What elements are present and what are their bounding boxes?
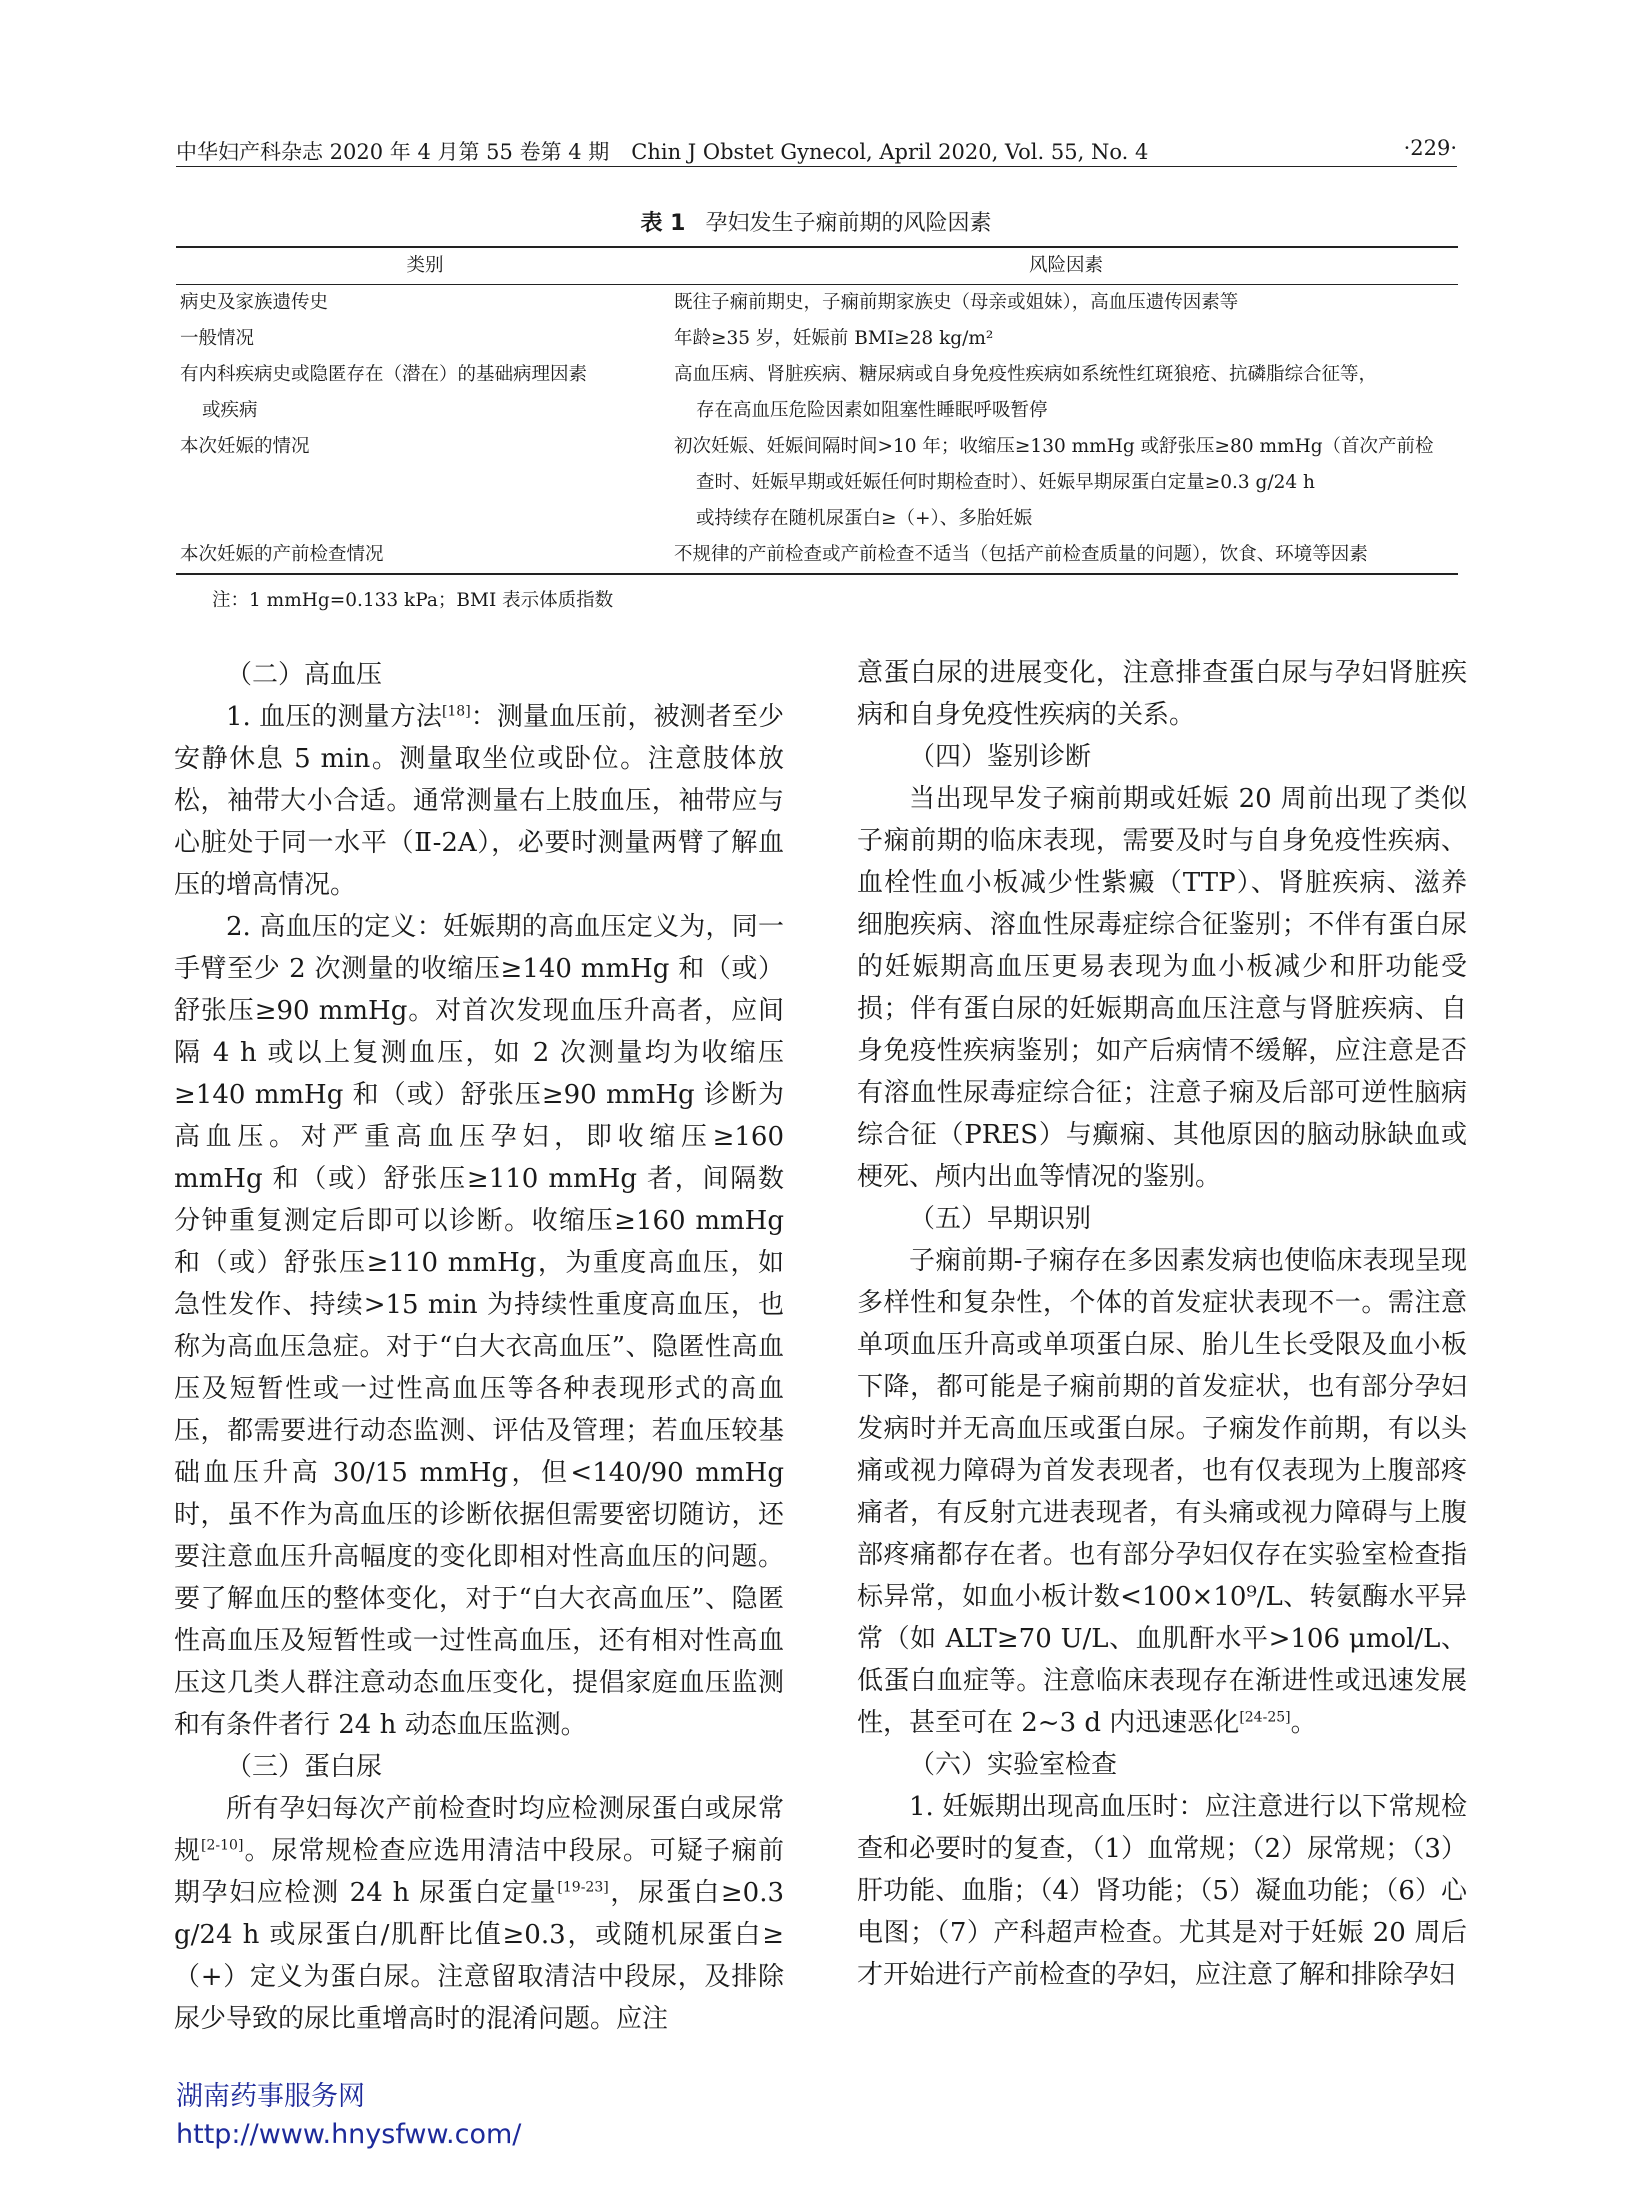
category-line: 或疾病 <box>202 400 258 421</box>
cell-risk-factor <box>674 321 1458 357</box>
category-line: 有内科疾病史或隐匿存在（潜在）的基础病理因素 <box>180 364 588 385</box>
cell-risk-factor <box>674 285 1458 322</box>
category-line: 本次妊娠的产前检查情况 <box>180 544 384 565</box>
running-header <box>176 136 1457 167</box>
table-body <box>176 285 1458 575</box>
watermark-site-name: 湖南药事服务网 <box>176 2081 365 2112</box>
citation: [24-25] <box>1239 1709 1291 1726</box>
paragraph-bp-measurement: 1. 血压的测量方法[18]：测量血压前，被测者至少安静休息 5 min。测量取坐位或卧位。注意肢体放松，袖带大小合适。通常测量右上肢血压，袖带应与心脏处于同一水平（Ⅱ-2A），必要时测量两臂了解血压的增高情况。 <box>174 702 784 900</box>
paragraph-continued: 意蛋白尿的进展变化，注意排查蛋白尿与孕妇肾脏疾病和自身免疫性疾病的关系。 <box>857 658 1467 730</box>
cell-risk-factor <box>674 537 1458 574</box>
section-heading-hypertension: （二）高血压 <box>226 660 383 690</box>
risk-factor-line: 存在高血压危险因素如阻塞性睡眠呼吸暂停 <box>696 400 1048 421</box>
journal-cn: 中华妇产科杂志 2020 年 4 月第 55 卷第 4 期 <box>176 140 610 164</box>
risk-factor-table <box>176 246 1458 575</box>
cell-category <box>176 321 674 357</box>
category-line: 一般情况 <box>180 328 255 349</box>
risk-factor-line: 查时、妊娠早期或妊娠任何时期检查时）、妊娠早期尿蛋白定量≥0.3 g/24 h <box>696 472 1315 493</box>
left-column <box>174 654 784 2040</box>
cell-risk-factor <box>674 429 1458 537</box>
citation: [19-23] <box>557 1879 609 1896</box>
risk-factor-line: 年龄≥35 岁，妊娠前 BMI≥28 kg/m² <box>674 328 994 349</box>
category-line: 本次妊娠的情况 <box>180 436 310 457</box>
watermark-url: http://www.hnysfww.com/ <box>176 2119 522 2150</box>
cell-category <box>176 357 674 429</box>
paragraph-lab: 1. 妊娠期出现高血压时：应注意进行以下常规检查和必要时的复查，（1）血常规；（2）尿常规；（3）肝功能、血脂；（4）肾功能；（5）凝血功能；（6）心电图；（7）产科超声检查。尤其是对于妊娠 20 周后才开始进行产前检查的孕妇，应注意了解和排除孕妇 <box>857 1792 1467 1990</box>
section-heading-differential: （四）鉴别诊断 <box>909 742 1092 772</box>
watermark <box>176 2078 521 2154</box>
section-heading-proteinuria: （三）蛋白尿 <box>226 1752 383 1782</box>
risk-factor-line: 初次妊娠、妊娠间隔时间>10 年；收缩压≥130 mmHg 或舒张压≥80 mmHg（首次产前检 <box>674 436 1434 457</box>
table-row <box>176 321 1458 357</box>
citation: [18] <box>441 703 471 720</box>
table-caption: 孕妇发生子痫前期的风险因素 <box>705 211 992 236</box>
page-number: ·229· <box>1403 136 1457 160</box>
cell-category <box>176 285 674 322</box>
col-header-category: 类别 <box>176 247 674 285</box>
journal-info <box>176 136 1170 166</box>
risk-factor-line: 不规律的产前检查或产前检查不适当（包括产前检查质量的问题），饮食、环境等因素 <box>674 544 1368 565</box>
risk-factor-line: 高血压病、肾脏疾病、糖尿病或自身免疫性疾病如系统性红斑狼疮、抗磷脂综合征等， <box>674 364 1378 385</box>
citation: [2-10] <box>201 1837 244 1854</box>
paragraph-early: 子痫前期-子痫存在多因素发病也使临床表现呈现多样性和复杂性，个体的首发症状表现不一。需注意单项血压升高或单项蛋白尿、胎儿生长受限及血小板下降，都可能是子痫前期的首发症状，也有部分孕妇发病时并无高血压或蛋白尿。子痫发作前期，有以头痛或视力障碍为首发表现者，也有仅表现为上腹部疼痛者，有反射亢进表现者，有头痛或视力障碍与上腹部疼痛都存在者。也有部分孕妇仅存在实验室检查指标异常，如血小板计数<100×10⁹/L、转氨酶水平异常（如 ALT≥70 U/L、血肌酐水平>106 μmol/L、低蛋白血症等。注意临床表现存在渐进性或迅速发展性，甚至可在 2~3 d 内迅速恶化[24-25]。 <box>857 1246 1467 1738</box>
table-row <box>176 357 1458 429</box>
paragraph-differential: 当出现早发子痫前期或妊娠 20 周前出现了类似子痫前期的临床表现，需要及时与自身免疫性疾病、血栓性血小板减少性紫癜（TTP）、肾脏疾病、滋养细胞疾病、溶血性尿毒症综合征鉴别；不伴有蛋白尿的妊娠期高血压更易表现为血小板减少和肝功能受损；伴有蛋白尿的妊娠期高血压注意与肾脏疾病、自身免疫性疾病鉴别；如产后病情不缓解，应注意是否有溶血性尿毒症综合征；注意子痫及后部可逆性脑病综合征（PRES）与癫痫、其他原因的脑动脉缺血或梗死、颅内出血等情况的鉴别。 <box>857 784 1467 1192</box>
table-title <box>0 206 1632 237</box>
section-heading-early: （五）早期识别 <box>909 1204 1092 1234</box>
journal-en: Chin J Obstet Gynecol, April 2020, Vol. 55, No. 4 <box>631 140 1149 164</box>
paragraph-hypertension-definition: 2. 高血压的定义：妊娠期的高血压定义为，同一手臂至少 2 次测量的收缩压≥140 mmHg 和（或）舒张压≥90 mmHg。对首次发现血压升高者，应间隔 4 h 或以上复测血压，如 2 次测量均为收缩压≥140 mmHg 和（或）舒张压≥90 mmHg 诊断为高血压。对严重高血压孕妇，即收缩压≥160 mmHg 和（或）舒张压≥110 mmHg 者，间隔数分钟重复测定后即可以诊断。收缩压≥160 mmHg 和（或）舒张压≥110 mmHg，为重度高血压，如急性发作、持续>15 min 为持续性重度高血压，也称为高血压急症。对于“白大衣高血压”、隐匿性高血压及短暂性或一过性高血压等各种表现形式的高血压，都需要进行动态监测、评估及管理；若血压较基础血压升高 30/15 mmHg，但<140/90 mmHg 时，虽不作为高血压的诊断依据但需要密切随访，还要注意血压升高幅度的变化即相对性高血压的问题。要了解血压的整体变化，对于“白大衣高血压”、隐匿性高血压及短暂性或一过性高血压，还有相对性高血压这几类人群注意动态血压变化，提倡家庭血压监测和有条件者行 24 h 动态血压监测。 <box>174 912 784 1740</box>
cell-category <box>176 429 674 537</box>
category-line: 病史及家族遗传史 <box>180 292 329 313</box>
table-row <box>176 429 1458 537</box>
risk-factor-line: 既往子痫前期史，子痫前期家族史（母亲或姐妹），高血压遗传因素等 <box>674 292 1239 313</box>
paragraph-proteinuria: 所有孕妇每次产前检查时均应检测尿蛋白或尿常规[2-10]。尿常规检查应选用清洁中段尿。可疑子痫前期孕妇应检测 24 h 尿蛋白定量[19-23]，尿蛋白≥0.3 g/24 h 或尿蛋白/肌酐比值≥0.3，或随机尿蛋白≥（+）定义为蛋白尿。注意留取清洁中段尿，及排除尿少导致的尿比重增高时的混淆问题。应注 <box>174 1794 784 2034</box>
table-row <box>176 537 1458 574</box>
col-header-factor: 风险因素 <box>674 247 1458 285</box>
right-column <box>857 652 1467 1996</box>
cell-risk-factor <box>674 357 1458 429</box>
table-label: 表 1 <box>640 211 686 236</box>
table-note: 注：1 mmHg=0.133 kPa；BMI 表示体质指数 <box>212 590 614 611</box>
table-row <box>176 285 1458 322</box>
section-heading-lab: （六）实验室检查 <box>909 1750 1118 1780</box>
cell-category <box>176 537 674 574</box>
risk-factor-line: 或持续存在随机尿蛋白≥（+）、多胎妊娠 <box>696 508 1033 529</box>
